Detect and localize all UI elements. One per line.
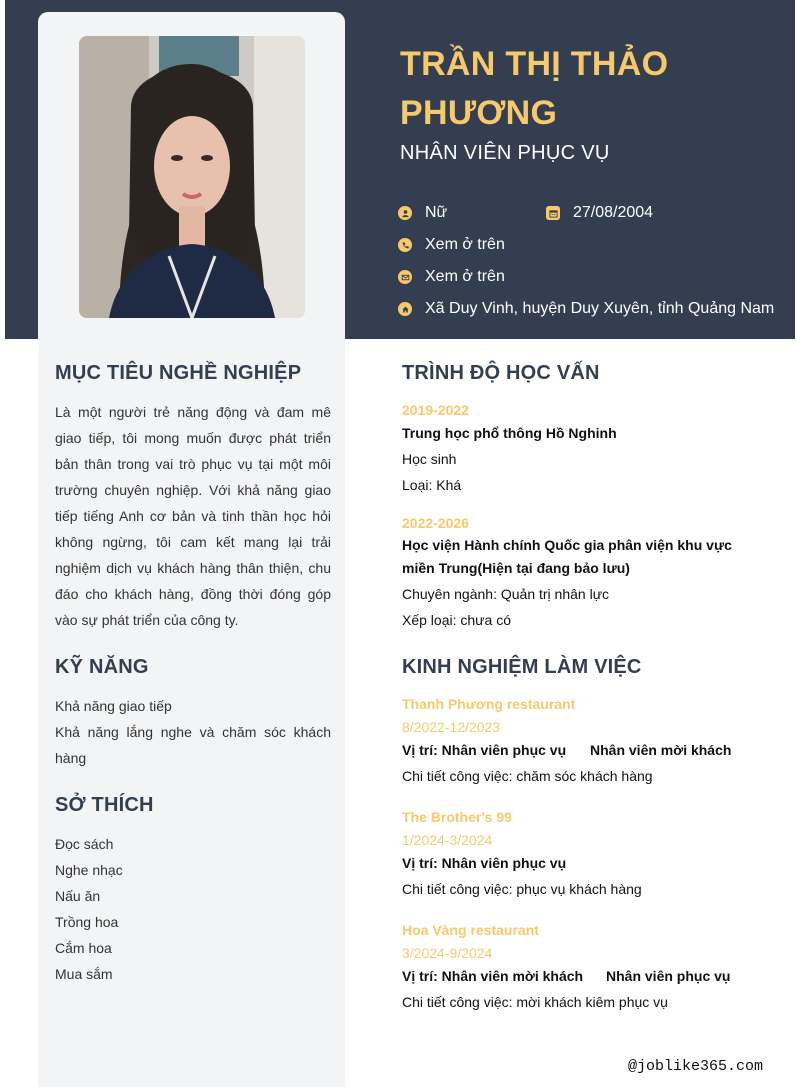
experience-period: 8/2022-12/2023 <box>402 719 501 735</box>
education-line: Xếp loại: chưa có <box>402 612 511 628</box>
gender-value: Nữ <box>425 204 448 221</box>
email-value: Xem ở trên <box>425 268 505 285</box>
experience-company: Hoa Vàng restaurant <box>402 922 539 938</box>
education-entry <box>402 402 762 498</box>
site-watermark: @joblike365.com <box>628 1058 764 1075</box>
education-school: Trung học phổ thông Hồ Nghinh <box>402 425 617 441</box>
experience-detail: Chi tiết công việc: phục vụ khách hàng <box>402 881 642 897</box>
job-title: NHÂN VIÊN PHỤC VỤ <box>400 142 610 164</box>
experience-position-row <box>402 855 762 871</box>
education-school: Học viện Hành chính Quốc gia phân viện khu vực miền Trung(Hiện tại đang bảo lưu) <box>402 537 732 576</box>
calendar-icon <box>546 206 560 220</box>
education-line: Chuyên ngành: Quản trị nhân lực <box>402 586 610 602</box>
mail-icon <box>398 270 412 284</box>
experience-position-row <box>402 968 762 984</box>
portrait-image <box>79 36 305 318</box>
hobbies-title: SỞ THÍCH <box>55 794 154 816</box>
education-line: Học sinh <box>402 451 457 467</box>
hobby-item: Đọc sách <box>55 836 114 852</box>
education-period: 2019-2022 <box>402 402 469 418</box>
experience-position-2: Nhân viên mời khách <box>590 742 732 758</box>
email-row <box>398 268 505 286</box>
profile-photo <box>79 36 305 318</box>
birthdate-value: 27/08/2004 <box>573 204 654 221</box>
hobby-item: Nghe nhạc <box>55 862 123 878</box>
education-period: 2022-2026 <box>402 515 469 531</box>
experience-position: Vị trí: Nhân viên mời khách <box>402 968 584 984</box>
hobby-item: Nấu ăn <box>55 888 101 904</box>
address-row <box>398 300 774 318</box>
phone-value: Xem ở trên <box>425 236 505 253</box>
hobby-item: Mua sắm <box>55 966 113 982</box>
objective-text: Là một người trẻ năng động và đam mê giao tiếp, tôi mong muốn được phát triển bản thân trong vai trò phục vụ tại một môi trường chuyên nghiệp. Với khả năng giao tiếp tiếng Anh cơ bản và tinh thần học hỏi không ngừng, tôi cam kết mang lại trải nghiệm dịch vụ khách hàng thân thiện, chu đáo cho khách hàng, đồng thời đóng góp vào sự phát triển của công ty. <box>55 404 331 628</box>
experience-company: Thanh Phương restaurant <box>402 696 576 712</box>
experience-period: 1/2024-3/2024 <box>402 832 493 848</box>
experience-position: Vị trí: Nhân viên phục vụ <box>402 855 567 871</box>
experience-position: Vị trí: Nhân viên phục vụ <box>402 742 567 758</box>
phone-icon <box>398 238 412 252</box>
experience-period: 3/2024-9/2024 <box>402 945 493 961</box>
address-value: Xã Duy Vinh, huyện Duy Xuyên, tỉnh Quảng Nam <box>425 300 775 317</box>
skill-item: Khả năng lắng nghe và chăm sóc khách hàng <box>55 724 331 766</box>
experience-title: KINH NGHIỆM LÀM VIỆC <box>402 656 642 678</box>
experience-detail: Chi tiết công việc: mời khách kiêm phục vụ <box>402 994 668 1010</box>
experience-position-2: Nhân viên phục vụ <box>606 968 731 984</box>
experience-entry <box>402 922 762 1015</box>
skills-list <box>55 693 331 771</box>
education-title: TRÌNH ĐỘ HỌC VẤN <box>402 362 600 384</box>
hobby-item: Cắm hoa <box>55 940 112 956</box>
education-line: Loại: Khá <box>402 477 462 493</box>
skills-title: KỸ NĂNG <box>55 656 149 678</box>
experience-company: The Brother's 99 <box>402 809 512 825</box>
birthdate-row <box>546 204 653 222</box>
experience-detail: Chi tiết công việc: chăm sóc khách hàng <box>402 768 653 784</box>
gender-row <box>398 204 447 222</box>
hobbies-list <box>55 831 331 987</box>
candidate-name: TRẦN THỊ THẢO PHƯƠNG <box>400 45 669 132</box>
skill-item: Khả năng giao tiếp <box>55 698 172 714</box>
experience-entry <box>402 809 762 902</box>
experience-position-row <box>402 742 762 758</box>
objective-title: MỤC TIÊU NGHỀ NGHIỆP <box>55 362 302 384</box>
experience-entry <box>402 696 762 789</box>
phone-row <box>398 236 505 254</box>
user-icon <box>398 206 412 220</box>
home-icon <box>398 302 412 316</box>
hobby-item: Trồng hoa <box>55 914 119 930</box>
education-entry <box>402 515 762 633</box>
